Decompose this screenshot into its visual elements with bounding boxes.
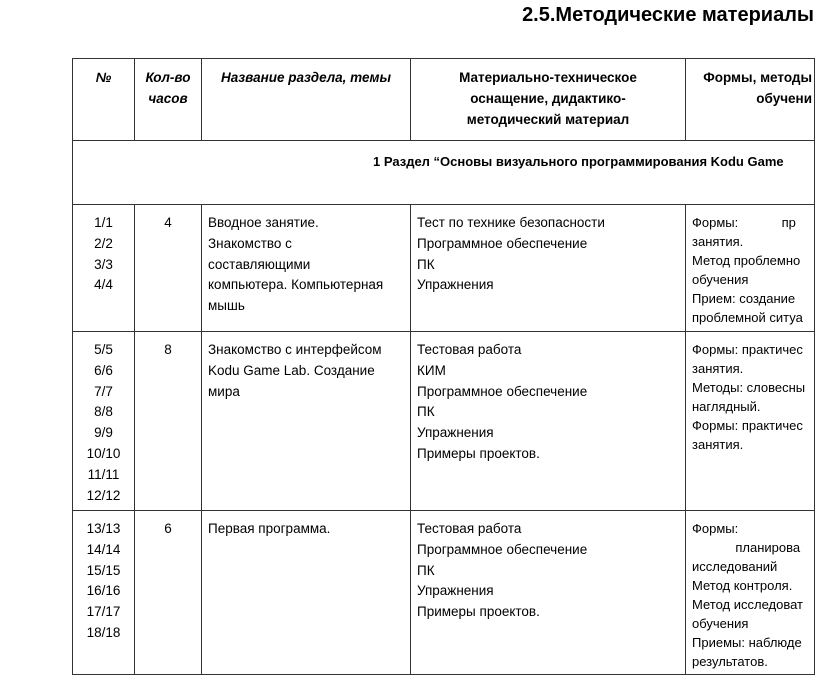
header-topic: Название раздела, темы bbox=[202, 59, 411, 141]
forms-line: обучения bbox=[692, 616, 749, 631]
header-forms: Формы, методы обучени bbox=[686, 59, 815, 141]
table-header bbox=[73, 59, 815, 141]
topic-line: компьютера. Компьютерная bbox=[208, 277, 384, 293]
lesson-numbers-line: 18/18 bbox=[86, 624, 121, 640]
forms-line: Прием: создание bbox=[692, 291, 796, 306]
forms-line: исследований bbox=[692, 559, 778, 574]
lesson-numbers-line: 15/15 bbox=[86, 562, 121, 578]
forms-line: Метод контроля. bbox=[692, 578, 793, 593]
hours: 8 bbox=[135, 332, 202, 511]
header-materials: Материально-техническое оснащение, дидактико-методический материал bbox=[411, 59, 686, 141]
forms-line: занятия. bbox=[692, 361, 744, 376]
forms-line: Метод исследоват bbox=[692, 597, 803, 612]
topic-line: Знакомство с интерфейсом bbox=[208, 342, 382, 357]
topic-line: Первая программа. bbox=[208, 521, 331, 536]
forms-line: занятия. bbox=[692, 234, 744, 249]
hours: 6 bbox=[135, 511, 202, 675]
section-title: 1 Раздел “Основы визуального программирования Kodu Game bbox=[73, 141, 815, 205]
lesson-numbers bbox=[73, 332, 135, 511]
materials-line: Упражнения bbox=[417, 583, 494, 599]
lesson-numbers-line: 6/6 bbox=[94, 362, 113, 378]
topic bbox=[202, 332, 411, 511]
forms-line: результатов. bbox=[692, 654, 768, 669]
lesson-numbers-line: 1/1 bbox=[94, 215, 113, 230]
lesson-numbers bbox=[73, 511, 135, 675]
materials-line: Тестовая работа bbox=[417, 342, 522, 357]
lesson-numbers-line: 8/8 bbox=[94, 404, 113, 420]
lesson-numbers-line: 4/4 bbox=[94, 277, 113, 293]
lesson-numbers-line: 7/7 bbox=[94, 383, 113, 399]
topic-line: Kodu Game Lab. Создание bbox=[208, 362, 375, 378]
forms bbox=[686, 205, 815, 332]
hours: 4 bbox=[135, 205, 202, 332]
materials bbox=[411, 332, 686, 511]
forms-line: Метод проблемно bbox=[692, 253, 801, 268]
page-title: 2.5.Методические материалы bbox=[522, 4, 814, 26]
materials-line: Упражнения bbox=[417, 277, 494, 293]
topic bbox=[202, 205, 411, 332]
materials-line: Программное обеспечение bbox=[417, 541, 588, 557]
header-number: № bbox=[73, 59, 135, 141]
forms-line: Методы: словесны bbox=[692, 380, 806, 395]
forms-line: проблемной ситуа bbox=[692, 310, 803, 325]
materials-line: Примеры проектов. bbox=[417, 445, 540, 461]
materials-line: Тест по технике безопасности bbox=[417, 215, 605, 230]
topic-line: Вводное занятие. bbox=[208, 215, 319, 230]
materials-line: Программное обеспечение bbox=[417, 235, 588, 251]
topic bbox=[202, 511, 411, 675]
forms-line: обучения bbox=[692, 272, 749, 287]
lesson-numbers-line: 14/14 bbox=[86, 541, 121, 557]
forms-line: Формы: пр bbox=[692, 215, 796, 230]
table-row bbox=[73, 332, 815, 511]
lesson-numbers-line: 12/12 bbox=[86, 487, 121, 503]
forms-line: Формы: bbox=[692, 521, 739, 536]
materials-line: Тестовая работа bbox=[417, 521, 522, 536]
materials-line: ПК bbox=[417, 562, 435, 578]
lesson-numbers bbox=[73, 205, 135, 332]
materials-line: КИМ bbox=[417, 362, 446, 378]
lesson-numbers-line: 3/3 bbox=[94, 256, 113, 272]
forms-line: планирова bbox=[692, 540, 801, 555]
forms-line: Формы: практичес bbox=[692, 418, 803, 433]
topic-line: мира bbox=[208, 383, 240, 399]
topic-line: мышь bbox=[208, 298, 245, 314]
forms-line: Формы: практичес bbox=[692, 342, 803, 357]
forms-line: Приемы: наблюде bbox=[692, 635, 802, 650]
forms bbox=[686, 332, 815, 511]
materials-line: ПК bbox=[417, 404, 435, 420]
lesson-numbers-line: 11/11 bbox=[87, 466, 120, 482]
lesson-numbers-line: 2/2 bbox=[94, 235, 113, 251]
forms bbox=[686, 511, 815, 675]
lesson-numbers-line: 17/17 bbox=[86, 604, 121, 620]
materials-line: Программное обеспечение bbox=[417, 383, 588, 399]
lesson-numbers-line: 5/5 bbox=[94, 342, 113, 357]
materials bbox=[411, 205, 686, 332]
forms-line: наглядный. bbox=[692, 399, 761, 414]
section-row bbox=[73, 141, 815, 205]
lesson-numbers-line: 16/16 bbox=[86, 583, 121, 599]
lesson-numbers-line: 9/9 bbox=[94, 425, 113, 441]
materials bbox=[411, 511, 686, 675]
topic-line: Знакомство с bbox=[208, 235, 292, 251]
methods-table bbox=[72, 58, 815, 675]
materials-line: Примеры проектов. bbox=[417, 604, 540, 620]
lesson-numbers-line: 10/10 bbox=[86, 445, 121, 461]
materials-line: ПК bbox=[417, 256, 435, 272]
table-row bbox=[73, 511, 815, 675]
header-hours: Кол-во часов bbox=[135, 59, 202, 141]
materials-line: Упражнения bbox=[417, 425, 494, 441]
topic-line: составляющими bbox=[208, 256, 311, 272]
lesson-numbers-line: 13/13 bbox=[86, 521, 121, 536]
forms-line: занятия. bbox=[692, 437, 744, 452]
table-row bbox=[73, 205, 815, 332]
